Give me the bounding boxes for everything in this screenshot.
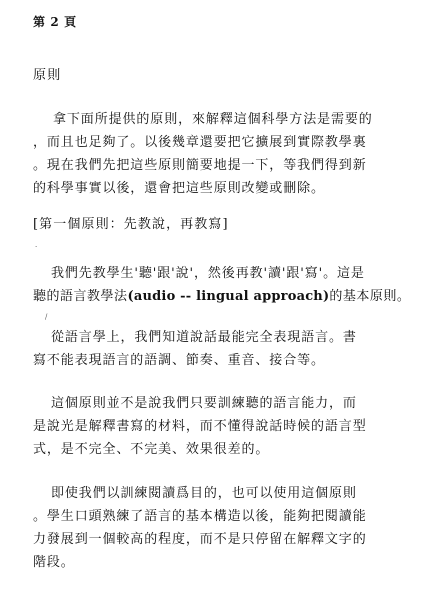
para3-line-3: 式，是不完全、不完美、效果很差的。	[33, 442, 270, 457]
para4-line-2: 。學生口頭熟練了語言的基本構造以後，能夠把閱讀能	[33, 509, 367, 524]
intro-line-3: 。現在我們先把這些原則簡要地提一下，等我們得到新	[33, 158, 367, 173]
scan-speck: /	[45, 313, 48, 321]
para4-line-3: 力發展到一個較高的程度，而不是只停留在解釋文字的	[33, 532, 367, 547]
para1-line-2-prefix: 聽的語言教學法	[33, 289, 128, 304]
para1-line-2	[33, 289, 410, 305]
para2-line-2: 寫不能表現語言的語調、節奏、重音、接合等。	[33, 353, 325, 368]
para2-line-1: 從語言學上，我們知道說話最能完全表現語言。書	[51, 330, 357, 345]
intro-line-2: ，而且也足夠了。以後幾章還要把它擴展到實際教學裏	[33, 135, 367, 150]
section-title: 原則	[33, 68, 62, 83]
para1-line-1: 我們先教學生'聽'跟'說'，然後再教'讀'跟'寫'。這是	[51, 266, 365, 281]
para4-line-1: 即使我們以訓練閱讀爲目的，也可以使用這個原則	[51, 486, 357, 501]
intro-line-1: 拿下面所提供的原則，來解釋這個科學方法是需要的	[53, 112, 373, 127]
para1-line-2-suffix: 的基本原則。	[329, 289, 411, 304]
para1-line-2-latin: (audio -- lingual approach)	[127, 289, 330, 304]
para3-line-2: 是說光是解釋書寫的材料，而不懂得說話時候的語言型	[33, 419, 367, 434]
scan-speck: ·	[35, 243, 38, 251]
intro-line-4: 的科學事實以後，還會把這些原則改變或刪除。	[33, 181, 325, 196]
para4-line-4: 階段。	[33, 555, 75, 570]
principle-heading: [第一個原則：先教說，再教寫]	[33, 217, 229, 232]
page-number: 第 2 頁	[33, 15, 77, 29]
para3-line-1: 這個原則並不是說我們只要訓練聽的語言能力，而	[51, 396, 357, 411]
